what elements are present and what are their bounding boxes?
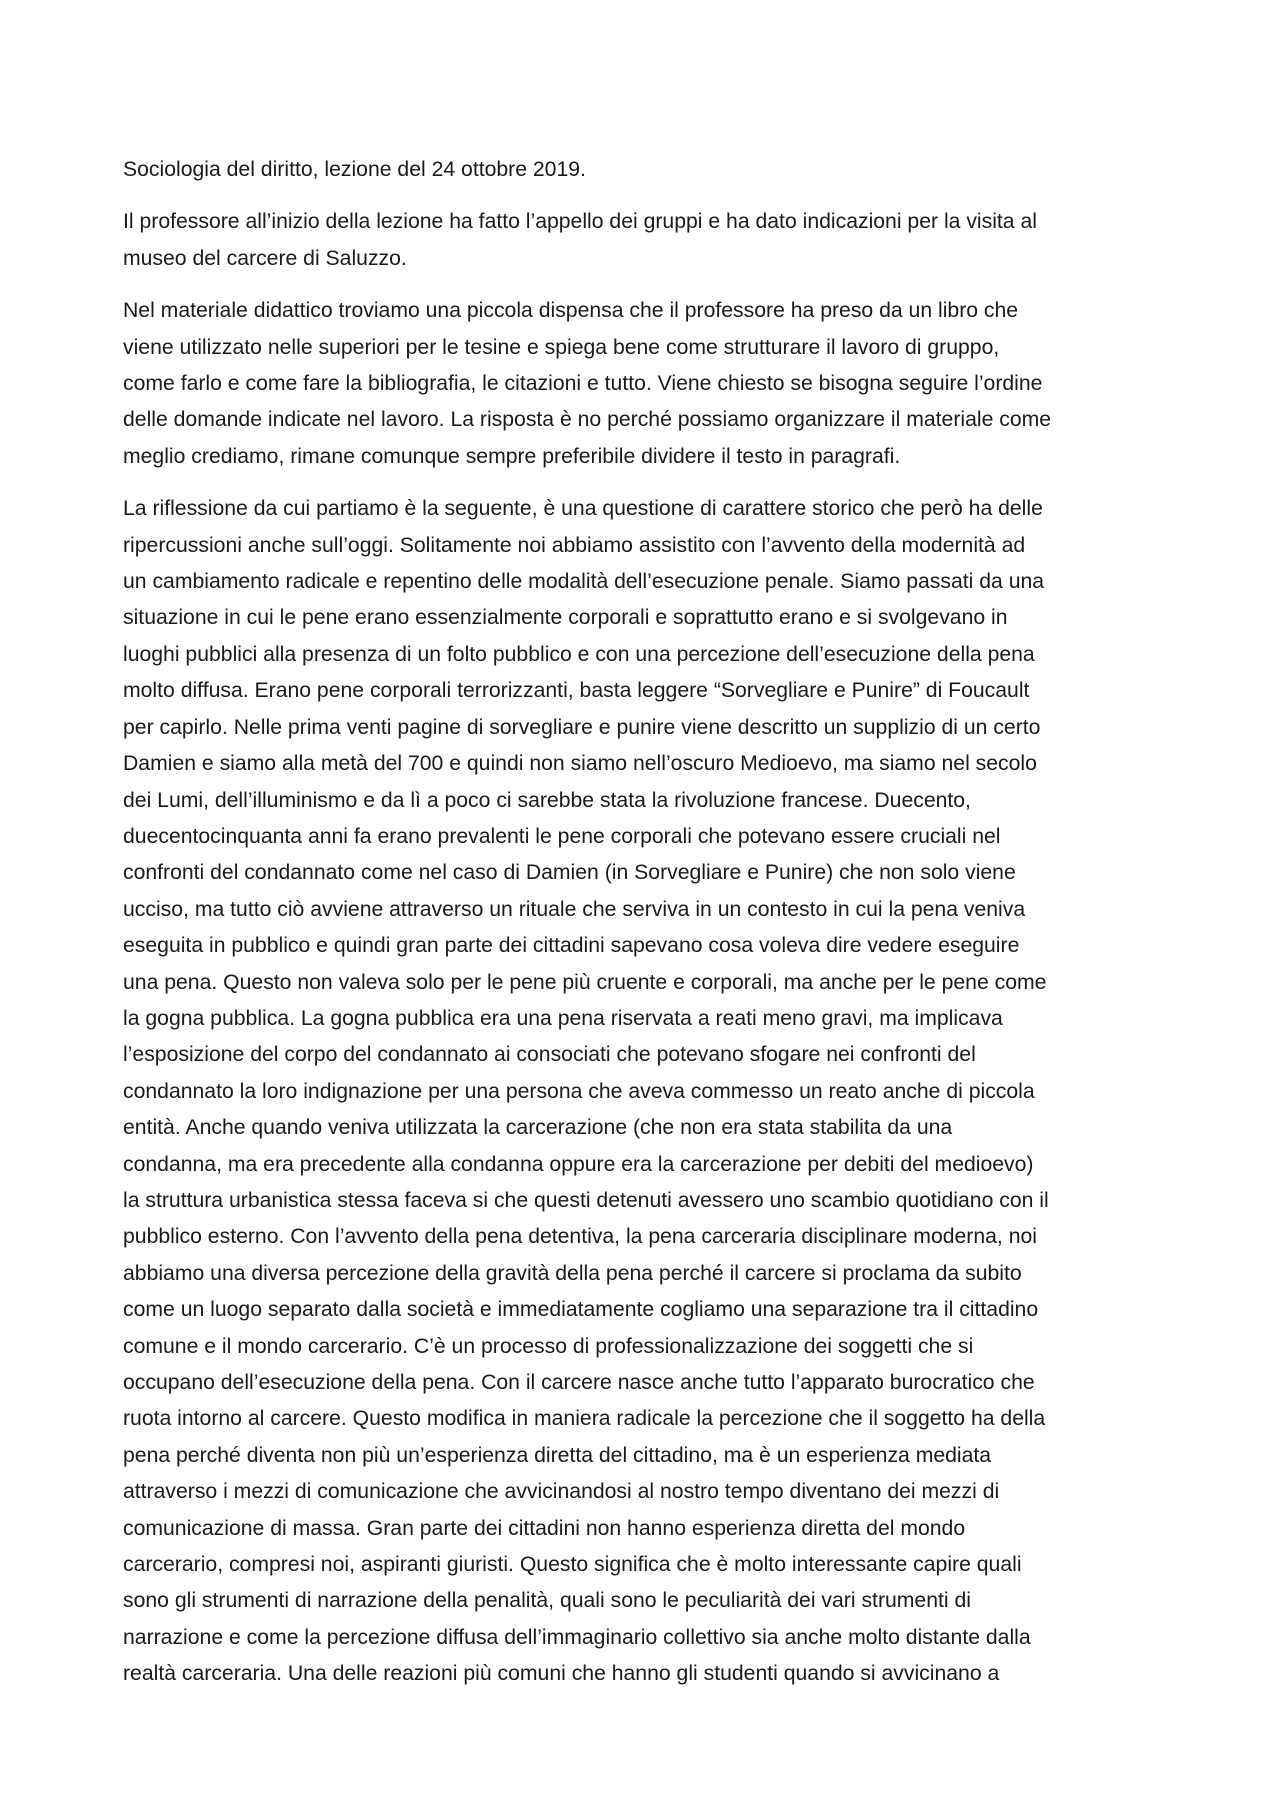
paragraph-line: comune e il mondo carcerario. C’è un processo di professionalizzazione dei soggetti che si [123, 1334, 974, 1358]
paragraph-line: per capirlo. Nelle prima venti pagine di sorvegliare e punire viene descritto un supplizio di un certo [123, 715, 1041, 739]
paragraph-line: abbiamo una diversa percezione della gravità della pena perché il carcere si proclama da subito [123, 1261, 1022, 1285]
paragraph-line: delle domande indicate nel lavoro. La risposta è no perché possiamo organizzare il materiale come [123, 408, 1052, 432]
paragraph [123, 491, 1175, 1692]
paragraph-line: luoghi pubblici alla presenza di un folto pubblico e con una percezione dell’esecuzione della pena [123, 642, 1035, 666]
paragraph-list [123, 204, 1175, 1692]
title-line: Sociologia del diritto, lezione del 24 ottobre 2019. [123, 158, 586, 181]
paragraph-line: entità. Anche quando veniva utilizzata la carcerazione (che non era stata stabilita da una [123, 1116, 953, 1140]
paragraph-line: l’esposizione del corpo del condannato ai consociati che potevano sfogare nei confronti del [123, 1043, 976, 1067]
paragraph-line: viene utilizzato nelle superiori per le tesine e spiega bene come strutturare il lavoro di gruppo, [123, 335, 1000, 359]
paragraph-line: duecentocinquanta anni fa erano prevalenti le pene corporali che potevano essere cruciali nel [123, 824, 1001, 848]
paragraph-line: una pena. Questo non valeva solo per le pene più cruente e corporali, ma anche per le pene come [123, 970, 1047, 994]
paragraph-line: pena perché diventa non più un’esperienza diretta del cittadino, ma è un esperienza mediata [123, 1443, 992, 1467]
paragraph-line: eseguita in pubblico e quindi gran parte dei cittadini sapevano cosa voleva dire vedere eseguire [123, 934, 1020, 958]
paragraph [123, 204, 1175, 277]
paragraph-line: condannato la loro indignazione per una persona che aveva commesso un reato anche di piccola [123, 1079, 1035, 1103]
paragraph-line: museo del carcere di Saluzzo. [123, 246, 407, 270]
paragraph-line: pubblico esterno. Con l’avvento della pena detentiva, la pena carceraria disciplinare moderna, noi [123, 1225, 1037, 1249]
paragraph-line: attraverso i mezzi di comunicazione che avvicinandosi al nostro tempo diventano dei mezzi di [123, 1480, 1000, 1504]
paragraph-line: come un luogo separato dalla società e immediatamente cogliamo una separazione tra il cittadino [123, 1298, 1039, 1322]
paragraph-line: ripercussioni anche sull’oggi. Solitamente noi abbiamo assistito con l’avvento della modernità ad [123, 533, 1026, 557]
paragraph-line: ucciso, ma tutto ciò avviene attraverso un rituale che serviva in un contesto in cui la pena veniva [123, 897, 1026, 921]
paragraph-line: sono gli strumenti di narrazione della penalità, quali sono le peculiarità dei vari strumenti di [123, 1589, 971, 1613]
paragraph-line: narrazione e come la percezione diffusa dell’immaginario collettivo sia anche molto distante dalla [123, 1625, 1031, 1649]
paragraph-line: la struttura urbanistica stessa faceva si che questi detenuti avessero uno scambio quotidiano con il [123, 1188, 1049, 1212]
paragraph-line: un cambiamento radicale e repentino delle modalità dell’esecuzione penale. Siamo passati da una [123, 570, 1045, 594]
paragraph-line: dei Lumi, dell’illuminismo e da lì a poco ci sarebbe stata la rivoluzione francese. Duecento, [123, 788, 971, 812]
paragraph-line: meglio crediamo, rimane comunque sempre preferibile dividere il testo in paragrafi. [123, 444, 901, 468]
paragraph-line: La riflessione da cui partiamo è la seguente, è una questione di carattere storico che però ha delle [123, 497, 1043, 521]
paragraph-line: Damien e siamo alla metà del 700 e quindi non siamo nell’oscuro Medioevo, ma siamo nel secolo [123, 752, 1037, 776]
paragraph-line: situazione in cui le pene erano essenzialmente corporali e soprattutto erano e si svolgevano in [123, 606, 1008, 630]
paragraph-line: occupano dell’esecuzione della pena. Con il carcere nasce anche tutto l’apparato burocratico che [123, 1371, 1035, 1394]
paragraph-line: come farlo e come fare la bibliografia, le citazioni e tutto. Viene chiesto se bisogna seguire l’ordine [123, 372, 1043, 396]
paragraph-line: comunicazione di massa. Gran parte dei cittadini non hanno esperienza diretta del mondo [123, 1516, 966, 1540]
paragraph-line: molto diffusa. Erano pene corporali terrorizzanti, basta leggere “Sorvegliare e Punire” di Foucault [123, 679, 1030, 703]
paragraph-line: Il professore all’inizio della lezione ha fatto l’appello dei gruppi e ha dato indicazioni per la visita al [123, 210, 1037, 234]
paragraph-line: la gogna pubblica. La gogna pubblica era una pena riservata a reati meno gravi, ma implicava [123, 1006, 1003, 1030]
paragraph-line: confronti del condannato come nel caso di Damien (in Sorvegliare e Punire) che non solo viene [123, 861, 1016, 885]
paragraph-line: condanna, ma era precedente alla condanna oppure era la carcerazione per debiti del medioevo) [123, 1152, 1034, 1176]
paragraph-line: carcerario, compresi noi, aspiranti giuristi. Questo significa che è molto interessante capire quali [123, 1553, 1022, 1577]
paragraph-line: ruota intorno al carcere. Questo modifica in maniera radicale la percezione che il soggetto ha della [123, 1407, 1046, 1431]
paragraph [123, 293, 1175, 475]
document-title [123, 152, 1175, 188]
document-body [123, 152, 1175, 1709]
paragraph-line: Nel materiale didattico troviamo una piccola dispensa che il professore ha preso da un libro che [123, 299, 1019, 323]
paragraph-line: realtà carceraria. Una delle reazioni più comuni che hanno gli studenti quando si avvicinano a [123, 1662, 1000, 1686]
